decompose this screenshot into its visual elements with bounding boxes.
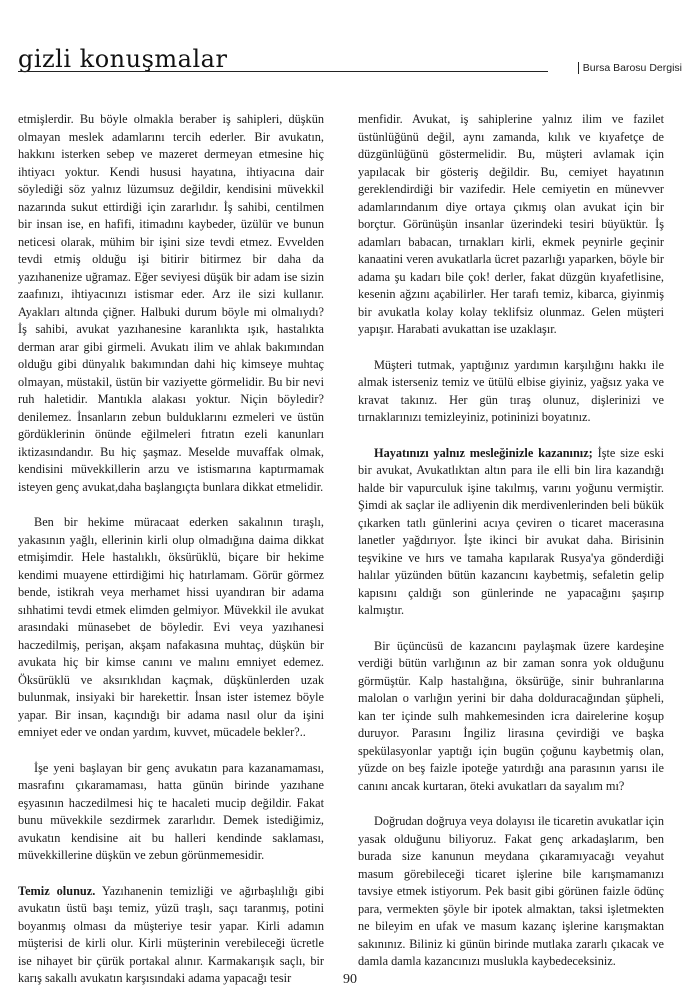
paragraph-text: etmişlerdir. Bu böyle olmakla beraber iş sahipleri, düşkün olmayan meslek adamlarını tercih ederler. Bir avukatın, hakkını isterken sebep ve mazeret dermeyan etmesine hiç ihtiyacı yoktur. Kendi hususi hayatına, ihtiyacına dair söylediği söz yalnız lüzumsuz değildir, kendisini müvekkil nazarında sukut ettirdiği için zararlıdır. İş sahibi, centilmen bir insan ise, en hafifi, itimadını kaybeder, üzülür ve bunun neticesi olarak, mühim bir işini size tevdi etmez. Evvelden tevdi etmiş olduğu işi bitirir bitirmez bir daha da yazıhanenize uğramaz. Eğer seviyesi düşük bir adam ise sizin zaafınızı, ihtiyacınızı istismar eder. Arz ile sizi kullanır. Ayakları altında çiğner. Halbuki durum böyle mi olmalıydı? İş sahibi, avukat yazıhanesine karanlıkta ışık, hastalıkta derman arar gibi girmeli. Avukatı ilim ve ahlak bakımından olduğu gibi dünyalık bakımından dahi hiç kimseye muhtaç olmayan, müstakil, üstün bir vaziyette görmelidir. Bu bir nevi ruh haletidir. Mantıkla alakası yoktur. Niçin böyledir? denilemez. İnsanların zebun bulduklarını ezmeleri ve üstün gördüklerinin önünde eğilmeleri fıtratın ezeli kanunları iktizasındandır. Bu hiç şaşmaz. Meselde muvaffak olmak, kendisini müvekkillerin arzu ve istismarına kaptırmamak isteyen genç avukat,daha başlangıçta bunlara dikkat etmelidir.	[18, 112, 324, 494]
paragraph-text: Yazıhanenin temizliği ve ağırbaşlılığı gibi avukatın üstü başı temiz, yüzü traşlı, saçı taranmış, potini boyanmış olması da müşteriye tesir yapar. Kirli adamın müşterisi de kirli olur. Kirli müşterinin verebileceği ücretle ise nihayet bir çürük portakal alınır. Karmakarışık saçlı, bir karış sakallı avukatın karşısındaki adama yapacağı tesir	[18, 883, 324, 985]
paragraph	[358, 445, 664, 620]
paragraph	[18, 111, 324, 496]
paragraph	[18, 760, 324, 865]
paragraph-text: Bir üçüncüsü de kazancını paylaşmak üzere kardeşine verdiği bütün varlığının az bir zaman sonra yok olduğunu görmüştür. Kalp hastalığına, öksürüğe, sinir buhranlarına malolan o varlığın yerini bir daha dolduracağından şüpheli, kan ter içinde sulh mahkemesinden icra dairelerine koşup duruyor. Parasını İngiliz lirasına çevirdiği ve başka spekülasyonlar yaptığı için bugün çoğunu kaybetmiş olan, yüzde on beş faizle ipoteğe yatırdığı ana parasının yarısı ile canını ancak kurtaran, öteki avukatları da sayalım mı?	[358, 638, 664, 793]
paragraph-text: İşte size eski bir avukat, Avukatlıktan altın para ile elli bin lira kazandığı halde bir vapurculuk işine takılmış, varını yoğunu vermiştir. Şimdi ak saçlar ile adliyenin dik merdivenlerinden beli bükük çıkarken tatlı günlerini acıya çeviren o ticaret macerasına lanetler yağdırıyor. İşte ikinci bir avukat daha. Birisinin teşvikine ve hırs ve tamaha kapılarak Rusya'ya gönderdiği halılar yüzünden bütün kazancını kaybetmiş, sefaletin gelip kapısını çaldığı son günlerinde ne yapacağını şaşırıp kalmıştır.	[358, 445, 664, 617]
paragraph	[358, 357, 664, 427]
page-number: 90	[343, 972, 357, 987]
section-title: gizli konuşmalar	[18, 45, 228, 73]
paragraph	[358, 813, 664, 971]
header-rule	[18, 71, 548, 72]
paragraph-lead: Temiz olunuz.	[18, 883, 96, 898]
paragraph	[18, 514, 324, 742]
journal-name: Bursa Barosu Dergisi	[578, 62, 682, 74]
paragraph-text: Ben bir hekime müracaat ederken sakalının tıraşlı, yakasının yağlı, ellerinin kirli olup olmadığına daima dikkat etmişimdir. Hele hastalıklı, öksürüklü, biçare bir hekime kendimi muayene ettirdiğimi hiç hatırlamam. Görür görmez bende, istikrah veya merhamet hissi uyandıran bir adama sıhhatimi tevdi etmek elimden gelmiyor. Müvekkil ile avukat arasındaki münasebet de böyledir. Evi veya yazıhanesi haczedilmiş, perişan, akşam nafakasına muhtaç, düşkün bir avukata hiç bir kimse canını ve malını emniyet edemez. Öksürüklü ve aksırıklıdan kaçmak, düşkünlerden uzak bulunmak, insiyaki bir harekettir. İnsan ister istemez böyle yapar. Bir insan, kaçındığı bir adama nasıl olur da işini emniyet eder ve ondan yardım, kuvvet, mücadele bekler?..	[18, 515, 324, 739]
paragraph-text: menfidir. Avukat, iş sahiplerine yalnız ilim ve fazilet üstünlüğünü değil, aynı zamanda, kılık ve kıyafetçe de düzgünlüğünü göstermelidir. Bu, müşteri avlamak için yapılacak bir gösteriş değildir. Bu, cemiyet hayatının gereklendirdiği bir vazifedir. Hele cemiyetin en münevver adamlarındanım diye ortaya çıkmış olan avukat için bir borçtur. Görünüşün insanlar üzerindeki tesiri büyüktür. İş adamları babacan, tırnakları kirli, ekmek peynirle geçinir kanaatini veren avukatlarla ücret pazarlığı yaparken, böyle bir adama şu kadarı bile çok! derler, fakat düzgün kıyafetlisine, kesenin ağzını açabilirler. Her tarafı temiz, kibarca, giyinmiş bir avukatla kolay kolay teklifsiz olunmaz. Gelen müşteri yapışır. Harabati avukattan ise uzaklaşır.	[358, 112, 664, 336]
paragraph-text: Doğrudan doğruya veya dolayısı ile ticaretin avukatlar için yasak olduğunu biliyoruz. Fakat genç arkadaşlarım, ben burada size kanunun meydana çıkaramıyacağı veyahut masum görebileceği ticaret işlerine bile karışmamanızı tavsiye etmek istiyorum. Pek basit gibi görünen faizle ödünç para, vermekten şöyle bir ipotek almaktan, taksi işletmekten ne bileyim en ufak ve masum kazanç işlerine karışmaktan sakınınız. Biliniz ki günün birinde mutlaka zararlı çıkacak ve damla damla kazancınızı muslukla kaybedeceksiniz.	[358, 814, 664, 968]
left-column	[18, 111, 324, 1006]
paragraph	[358, 638, 664, 796]
paragraph-text: Müşteri tutmak, yaptığınız yardımın karşılığını hakkı ile almak isterseniz temiz ve ütülü elbise giyiniz, yağsız yaka ve kravat takınız. Her gün tıraş olunuz, dişlerinizi ve tırnaklarınızı temizleyiniz, potininizi boyatınız.	[358, 357, 664, 424]
right-column	[358, 111, 664, 989]
paragraph-text: İşe yeni başlayan bir genç avukatın para kazanamaması, masrafını çıkaramaması, hatta günün birinde yazıhane eşyasının haczedilmesi hiç te hacaleti mucip değildir. Fakat bunu müvekkile sezdirmek zararlıdır. Demek istediğimiz, avukatın kendisine ait bu halleri kendinde saklaması, müvekkillerine düşkün ve zebun görünmemesidir.	[18, 760, 324, 862]
page-header	[18, 44, 682, 80]
paragraph	[358, 111, 664, 339]
paragraph-lead: Hayatınızı yalnız mesleğinizle kazanınız;	[374, 445, 593, 460]
